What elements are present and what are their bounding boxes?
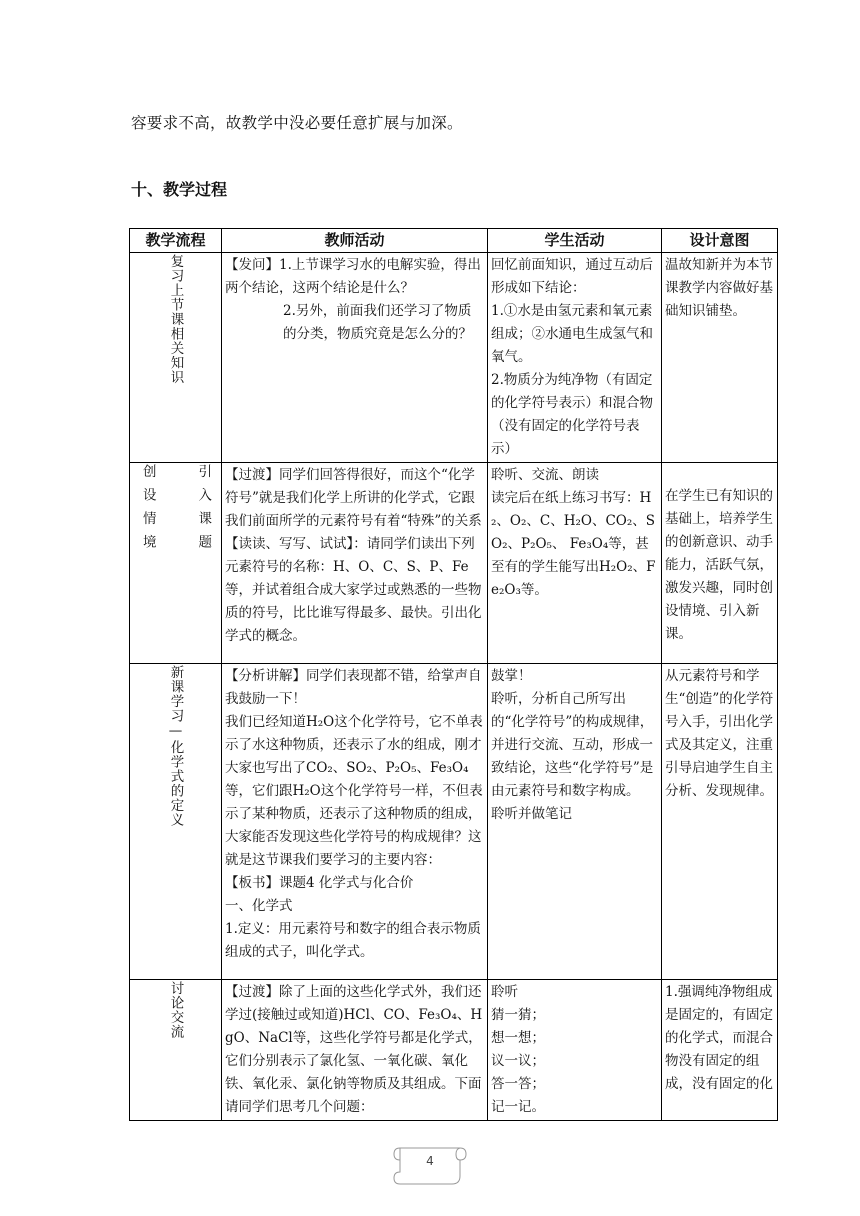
table-header-row	[130, 229, 778, 253]
teacher-text: 【过渡】除了上面的这些化学式外，我们还学过(接触过或知道)HCl、CO、Fe₃O₄、HgO、NaCl等，这些化学符号都是化学式，它们分别表示了氯化氢、一氧化碳、氧化铁、氧化汞、氯化钠等物质及其组成。下面请同学们思考几个问题：	[225, 984, 483, 1115]
student-text: 聆听	[491, 984, 518, 1000]
student-cell	[488, 253, 662, 463]
student-text: 想一想；	[491, 1030, 545, 1046]
stage-cell	[130, 463, 222, 664]
student-text: 1.①水是由氢元素和氧元素组成；②水通电生成氢气和氧气。	[491, 303, 653, 365]
student-text: 读完后在纸上练习书写：H₂、O₂、C、H₂O、CO₂、SO₂、P₂O₅、 Fe₃O₄等，甚至有的学生能写出H₂O₂、Fe₂O₃等。	[491, 490, 656, 598]
teacher-cell	[222, 463, 488, 664]
header-intent: 设计意图	[662, 229, 778, 253]
teacher-cell	[222, 253, 488, 463]
teacher-text: 1.定义：用元素符号和数字的组合表示物质组成的式子，叫化学式。	[225, 921, 481, 960]
header-stage: 教学流程	[130, 229, 222, 253]
table-row	[130, 463, 778, 664]
table-row	[130, 664, 778, 980]
stage-cell	[130, 664, 222, 980]
student-text: 鼓掌！	[491, 668, 532, 684]
stage-cell	[130, 980, 222, 1121]
intent-cell	[662, 980, 778, 1121]
teacher-cell	[222, 980, 488, 1121]
intro-paragraph: 容要求不高，故教学中没必要任意扩展与加深。	[131, 114, 463, 132]
table-row	[130, 253, 778, 463]
stage-cell	[130, 253, 222, 463]
student-text: 记一记。	[491, 1099, 545, 1115]
student-text: 回忆前面知识，通过互动后形成如下结论：	[491, 257, 653, 296]
teacher-text: 【板书】课题4 化学式与化合价	[225, 875, 414, 891]
page-number-badge	[392, 1140, 468, 1188]
student-text: 猜一猜；	[491, 1007, 545, 1023]
intent-text: 从元素符号和学生“创造”的化学符号入手，引出化学式及其定义，注重引导启迪学生自主分析、发现规律。	[665, 668, 774, 799]
student-text: 聆听、交流、朗读	[491, 467, 599, 483]
header-student: 学生活动	[488, 229, 662, 253]
table-row	[130, 980, 778, 1121]
teacher-cell	[222, 664, 488, 980]
student-cell	[488, 463, 662, 664]
student-cell	[488, 664, 662, 980]
teacher-text: 一、化学式	[225, 898, 293, 914]
teacher-text: 2.另外，前面我们还学习了物质的分类，物质究竟是怎么分的？	[283, 303, 472, 342]
student-text: 聆听，分析自己所写出的“化学符号”的构成规律，并进行交流、互动，形成一致结论，这些“化学符号”是由元素符号和数字构成。	[491, 691, 654, 799]
stage-label: 新课学习—化学式的定义	[167, 665, 184, 827]
intent-text: 在学生已有知识的基础上，培养学生的创新意识、动手能力，活跃气氛，激发兴趣，同时创设情境、引入新课。	[665, 488, 773, 642]
student-text: 议一议；	[491, 1053, 545, 1069]
section-heading: 十、教学过程	[131, 180, 228, 199]
stage-label: 引入课题	[195, 464, 212, 558]
teacher-text: 【发问】1.上节课学习水的电解实验，得出两个结论，这两个结论是什么？	[225, 257, 481, 296]
student-text: 聆听并做笔记	[491, 806, 572, 822]
stage-label: 讨论交流	[167, 981, 184, 1039]
teaching-process-table	[129, 228, 778, 1121]
student-cell	[488, 980, 662, 1121]
teacher-text: 我们已经知道H₂O这个化学符号，它不单表示了水这种物质，还表示了水的组成，刚才大家也写出了CO₂、SO₂、P₂O₅、Fe₃O₄等，它们跟H₂O这个化学符号一样，不但表示了某种物质，还表示了这种物质的组成，大家能否发现这些化学符号的构成规律？这就是这节课我们要学习的主要内容：	[225, 714, 483, 868]
teacher-text: 【过渡】同学们回答得很好，而这个“化学符号”就是我们化学上所讲的化学式，它跟我们前面所学的元素符号有着“特殊”的关系	[225, 467, 482, 529]
student-text: 2.物质分为纯净物（有固定的化学符号表示）和混合物（没有固定的化学符号表示）	[491, 372, 653, 457]
teacher-text: 【分析讲解】同学们表现都不错，给掌声自我鼓励一下！	[225, 668, 482, 707]
header-teacher: 教师活动	[222, 229, 488, 253]
intent-text: 温故知新并为本节课教学内容做好基础知识铺垫。	[665, 257, 773, 319]
page-number: 4	[426, 1154, 434, 1168]
intent-cell	[662, 253, 778, 463]
teacher-text: 【读读、写写、试试】：请同学们读出下列元素符号的名称：H、O、C、S、P、Fe等，并试着组合成大家学过或熟悉的一些物质的符号，比比谁写得最多、最快。引出化学式的概念。	[225, 536, 482, 644]
student-text: 答一答；	[491, 1076, 545, 1092]
intent-text: 1.强调纯净物组成是固定的，有固定的化学式，而混合物没有固定的组成，没有固定的化	[665, 984, 773, 1092]
intent-cell	[662, 664, 778, 980]
intent-cell	[662, 463, 778, 664]
stage-label: 复习上节课相关知识	[167, 254, 184, 385]
stage-label: 创设情境	[139, 464, 156, 558]
